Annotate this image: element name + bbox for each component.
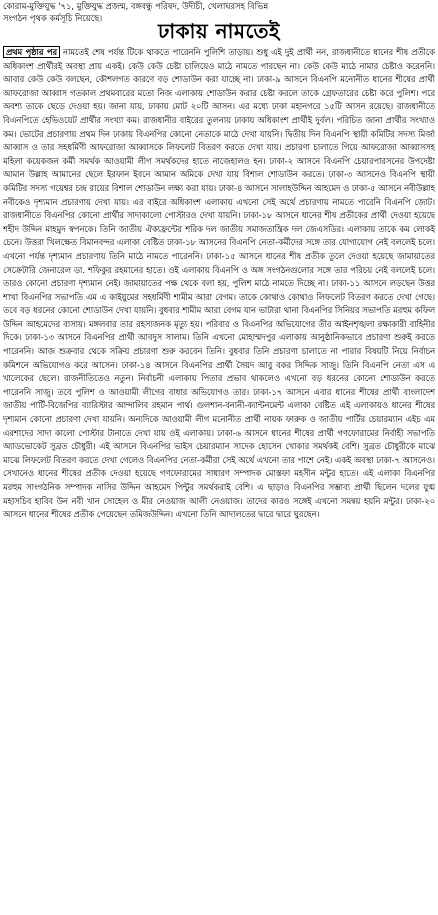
- article-text: নামতেই শেষ পর্যন্ত টিকে থাকতে পারেননি পুলিশি তাড়ায়। শুধু এই দুই প্রার্থী নন, রাজধানীতে ধানের শীষ প্রতীকে অধিকাংশ প্রার্থীরই অবস্থা প্রায় একই। কেউ কেউ চেষ্টা চালিয়েও মাঠে নামতে পারছেন না। কেউ কেউ মাঠে নামার চেষ্টাও করেননি। আবার কেউ কেউ বলছেন, কৌশলগত কারণে বড় শোডাউন করা যাচ্ছে না। ঢাকা-৯ আসনে বিএনপি মনোনীত ধানের শীষের প্রার্থী আফরোজা আব্বাস গতকাল প্রথমবারের মতো নিজ এলাকায় শোডাউন করার চেষ্টা করলে তাকে গ্রেফতারের চেষ্টা করে পুলিশ। পরে অবশ্য তাকে ছেড়ে দেওয়া হয়। জানা যায়, ঢাকায় মোট ২০টি আসন। এর মধ্যে ঢাকা মহানগরে ১৫টি আসন রয়েছে। রাজধানীতে বিএনপিতে হেভিওয়েট প্রার্থীর সংখ্যা কম। রাজধানীর বাইরের তুলনায় ঢাকায় অধিকাংশ প্রার্থীই দুর্বল। পরিচিত জানা প্রার্থীর সংখ্যাও কম। ভোটের প্রচারণায় প্রথম দিন ঢাকায় বিএনপির কোনো নেতাকে মাঠে দেখা যায়নি। দ্বিতীয় দিন বিএনপি স্থায়ী কমিটির সদস্য মির্জা আব্বাস ও তার সহধর্মিণী আফরোজা আব্বাসকে লিফলেট বিতরণ করতে দেখা যায়। প্রচারণা চালাতে গিয়ে আফরোজা আব্বাসসহ মহিলা কয়েকজন কর্মী সমর্থক আওয়ামী লীগ সমর্থকদের হাতে নাজেহালও হন। ঢাকা-২ আসনে বিএনপি চেয়ারপারসনের উপদেষ্টা আমান উল্লাহ আমানের ছেলে ইরফান ইবনে আমান অমিকে দেখা যায় বিশাল শোডাউন করতে। ঢাকা-৩ আসনেও বিএনপি স্থায়ী কমিটির সদস্য গয়েশ্বর চন্দ্র রায়ের বিশাল শোডাউন লক্ষ্য করা যায়। ঢাকা-৪ আসনে সালাহউদ্দিন আহমেদ ও ঢাকা-৫ আসনে নবীউল্লাহ নবীকেও দৃশ্যমান প্রচারণায় দেখা যায়। এর বাইরে অধিকাংশ এলাকায় এখনো সেই অর্থে প্রচারণায় নামতে পারেনি বিএনপি জোট। রাজধানীতে বিএনপির কোনো প্রার্থীর সাদাকালো পোস্টারও দেখা যায়নি। ঢাকা-১৮ আসনে ধানের শীষ প্রতীকের প্রার্থী দেওয়া হয়েছে শহীদ উদ্দিন মাহমুদ স্বপনকে। তিনি জাতীয় ঐক্যফ্রন্টের শরিক দল জাতীয় সমাজতান্ত্রিক দল জেএসডির। এলাকায় তাকে কম লোকই চেনে। উত্তরা খিলক্ষেত বিমানবন্দর এলাকা বেষ্টিত ঢাকা-১৮ আসনের বিএনপি নেতা-কর্মীদের সঙ্গে তার যোগাযোগ নেই বললেই চলে। এখনো পর্যন্ত দৃশ্যমান প্রচারণায় তিনি মাঠে নামতে পারেননি। ঢাকা-১৫ আসনে ধানের শীষ প্রতীক তুলে দেওয়া হয়েছে জামায়াতের সেক্রেটারি জেনারেল ডা. শফিকুর রহমানের হাতে। ওই এলাকায় বিএনপি ও অঙ্গ সংগঠনগুলোর সঙ্গে তার পরিচয় নেই বললেই চলে। তারও কোনো প্রচারণা দৃশ্যমান নেই। জামায়াতের পক্ষ থেকে বলা হয়, পুলিশ মাঠে নামতে দিচ্ছে না। ঢাকা-১১ আসনে লড়ছেন উত্তর শাখা বিএনপির সভাপতি এম এ কাইয়ুমের সহধর্মিণী শামীম আরা বেগম। তাকে কোথাও কোথাও লিফলেট বিতরণ করতে দেখা গেছে। তবে বড় ধরনের কোনো শোডাউন দেখা যায়নি। বুধবার শামীম আরা বেগম যান ভাটারা থানা বিএনপির সিনিয়র সভাপতি মরহুম কফিল উদ্দিন আহমেদের বাসায়। মঙ্গলবার তার রহস্যজনক মৃত্যু হয়। পরিবার ও বিএনপির অভিযোগের তীর আইনশৃঙ্খলা রক্ষাকারী বাহিনীর দিকে। ঢাকা-১৩ আসনে বিএনপির প্রার্থী আবদুস সালাম। তিনি এখনো মোহাম্মদপুর এলাকায় আনুষ্ঠানিকভাবে প্রচারণা শুরুই করতে পারেননি। আজ শুক্রবার থেকে সক্রিয় প্রচারণা শুরু করবেন তিনি। বুধবার তিনি প্রচারণা চালাতে না পারার বিষয়টি নিয়ে নির্বাচন কমিশনে অভিযোগও করে আসেন। ঢাকা-১৪ আসনে বিএনপির প্রার্থী সৈয়দ আবু বকর সিদ্দিক সাজু। তিনি বিএনপি নেতা এস এ খালেকের ছেলে। রাজনীতিতেও নতুন। নির্বাচনী এলাকায় পিতার প্রভাব থাকলেও এখনো বড় ধরনের কোনো শোডাউন করতে পারেননি সাজু। তবে পুলিশ ও আওয়ামী লীগের বাধার অভিযোগও তার। ঢাকা-১৭ আসনে এবার ধানের শীষের প্রার্থী বাংলাদেশ জাতীয় পার্টি-বিজেপির ব্যারিস্টার আন্দালিব রহমান পার্থ। গুলশান-বনানী-ক্যান্টনমেন্ট এলাকা বেষ্টিত এই এলাকায়ও ধানের শীষের দৃশ্যমান কোনো প্রচারণা দেখা যায়নি। অন্যদিকে আওয়ামী লীগ মনোনীত প্রার্থী নায়ক ফারুক ও জাতীয় পার্টির চেয়ারম্যান এইচ এম এরশাদের সাদা কালো পোস্টার টানাতে দেখা যায় ওই এলাকায়। ঢাকা-৬ আসনে ধানের শীষের প্রার্থী গণফোরামের নির্বাহী সভাপতি অ্যাডভোকেট সুব্রত চৌধুরী। এই আসনে বিএনপির ভাইস চেয়ারম্যান সাদেক হোসেন খোকার সমর্থকই বেশি। সুব্রত চৌধুরীকে মাঝে মাঝে লিফলেট বিতরণ করতে দেখা গেলেও বিএনপির নেতা-কর্মীরা সেই অর্থে এখনো তার পাশে নেই। একই অবস্থা ঢাকা-৭ আসনেও। সেখানেও ধানের শীষের প্রতীক দেওয়া হয়েছে গণফোরামের সাধারণ সম্পাদক মোস্তফা মহসীন মন্টুর হাতে। এই এলাকা বিএনপির মরহুম সাংগঠনিক সম্পাদক নাসির উদ্দিন আহমেদ পিন্টুর সমর্থকরাই বেশি। এ ছাড়াও বিএনপির সম্ভাব্য প্রার্থী ছিলেন দলের যুগ্ম মহাসচিব হাবিব উন নবী খান সোহেল ও মীর নেওয়াজ আলী নেওয়াজ। তাদের কারও সঙ্গেই এখনো সমন্বয় হয়নি মন্টুর। ঢাকা-২০ আসনে ধানের শীষের প্রতীক পেয়েছেন তমিজউদ্দিন। এখনো তিনি আদালতের দ্বারে দ্বারে ঘুরছেন।: [3, 47, 435, 520]
- previous-article-line-2: সংগঠন পৃথক কর্মসূচি নিয়েছে।: [3, 13, 103, 23]
- article-paragraph: [3, 46, 435, 522]
- continued-from-label: প্রথম পৃষ্ঠার পর: [3, 46, 60, 58]
- previous-article-line-1: কোরাম-মুক্তিযুদ্ধ '৭১, মুক্তিযুদ্ধ প্রজন্ম, বঙ্গবন্ধু পরিষদ, উদীচী, খেলাঘরসহ বিভিন্ন: [3, 1, 269, 11]
- article-body: [3, 46, 435, 912]
- headline-text: ঢাকায় নামতেই: [150, 18, 288, 44]
- article-headline: [0, 18, 438, 46]
